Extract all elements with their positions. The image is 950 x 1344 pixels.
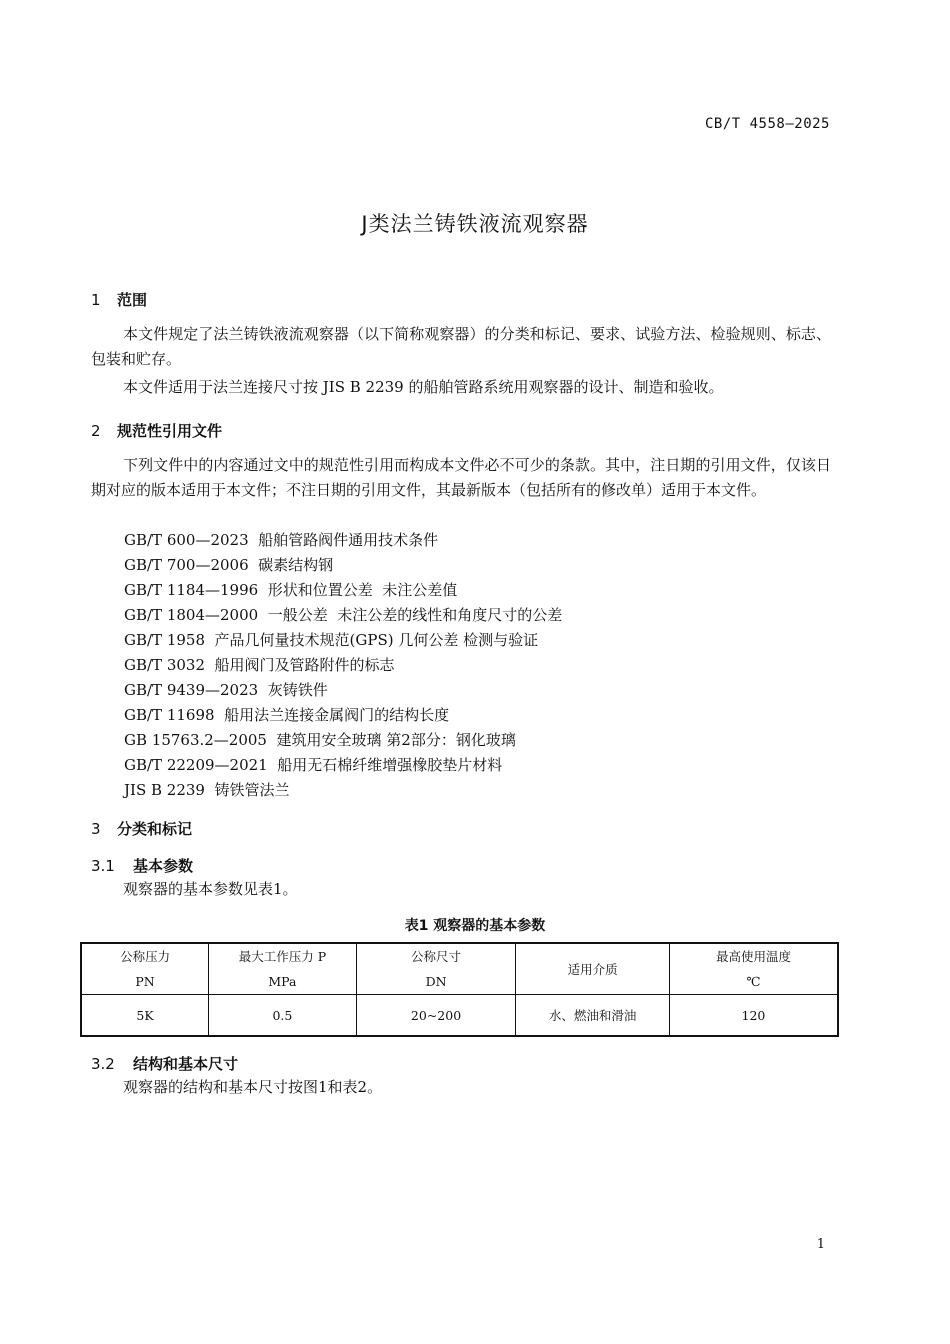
section-number: 1 bbox=[91, 291, 101, 309]
reference-item: GB/T 1184—1996 形状和位置公差 未注公差值 bbox=[124, 581, 458, 599]
section-title: 范围 bbox=[117, 291, 148, 309]
section-title: 分类和标记 bbox=[117, 820, 193, 838]
section-1-paragraph-1: 本文件规定了法兰铸铁液流观察器（以下简称观察器）的分类和标记、要求、试验方法、检验规则、标志、包装和贮存。 bbox=[91, 325, 831, 368]
reference-item: GB 15763.2—2005 建筑用安全玻璃 第2部分：钢化玻璃 bbox=[124, 731, 516, 749]
document-title: J类法兰铸铁液流观察器 bbox=[361, 212, 589, 236]
table-1-caption: 表1 观察器的基本参数 bbox=[404, 918, 546, 934]
section-3-2-heading bbox=[91, 1053, 238, 1074]
page-number: 1 bbox=[816, 1237, 825, 1252]
reference-item: GB/T 9439—2023 灰铸铁件 bbox=[124, 681, 328, 699]
section-2-paragraph-1: 下列文件中的内容通过文中的规范性引用而构成本文件必不可少的条款。其中，注日期的引用文件，仅该日期对应的版本适用于本文件；不注日期的引用文件，其最新版本（包括所有的修改单）适用于本文件。 bbox=[91, 456, 831, 499]
section-title: 结构和基本尺寸 bbox=[133, 1055, 239, 1073]
section-3-heading bbox=[91, 818, 192, 839]
table-1 bbox=[80, 942, 839, 1037]
table-cell: 120 bbox=[669, 995, 838, 1037]
table-header-cell: 适用介质 bbox=[516, 943, 670, 995]
reference-item: GB/T 11698 船用法兰连接金属阀门的结构长度 bbox=[124, 706, 450, 724]
section-number: 3.1 bbox=[91, 857, 115, 875]
reference-item: GB/T 1804—2000 一般公差 未注公差的线性和角度尺寸的公差 bbox=[124, 606, 563, 624]
section-3-1-paragraph: 观察器的基本参数见表1。 bbox=[123, 880, 298, 898]
section-number: 3 bbox=[91, 820, 101, 838]
section-number: 2 bbox=[91, 422, 101, 440]
section-number: 3.2 bbox=[91, 1055, 115, 1073]
table-header-row bbox=[81, 943, 838, 995]
table-cell: 20~200 bbox=[356, 995, 516, 1037]
table-cell: 水、燃油和滑油 bbox=[516, 995, 670, 1037]
table-cell: 5K bbox=[81, 995, 209, 1037]
reference-item: GB/T 700—2006 碳素结构钢 bbox=[124, 556, 334, 574]
reference-item: GB/T 22209—2021 船用无石棉纤维增强橡胶垫片材料 bbox=[124, 756, 503, 774]
reference-item: GB/T 600—2023 船舶管路阀件通用技术条件 bbox=[124, 531, 439, 549]
table-header-cell: 最大工作压力 P MPa bbox=[209, 943, 357, 995]
section-2-heading bbox=[91, 420, 222, 441]
table-header-cell: 公称尺寸 DN bbox=[356, 943, 516, 995]
section-3-1-heading bbox=[91, 855, 193, 876]
reference-item: JIS B 2239 铸铁管法兰 bbox=[124, 781, 290, 799]
table-header-cell: 公称压力 PN bbox=[81, 943, 209, 995]
section-3-2-paragraph: 观察器的结构和基本尺寸按图1和表2。 bbox=[123, 1078, 383, 1096]
reference-item: GB/T 3032 船用阀门及管路附件的标志 bbox=[124, 656, 395, 674]
table-header-cell: 最高使用温度 ℃ bbox=[669, 943, 838, 995]
section-title: 规范性引用文件 bbox=[117, 422, 223, 440]
document-code: CB/T 4558—2025 bbox=[704, 116, 830, 132]
reference-item: GB/T 1958 产品几何量技术规范(GPS) 几何公差 检测与验证 bbox=[124, 631, 539, 649]
section-title: 基本参数 bbox=[133, 857, 194, 875]
section-1-paragraph-2: 本文件适用于法兰连接尺寸按 JIS B 2239 的船舶管路系统用观察器的设计、制造和验收。 bbox=[123, 378, 724, 396]
table-row bbox=[81, 995, 838, 1037]
table-cell: 0.5 bbox=[209, 995, 357, 1037]
section-1-heading bbox=[91, 289, 147, 310]
